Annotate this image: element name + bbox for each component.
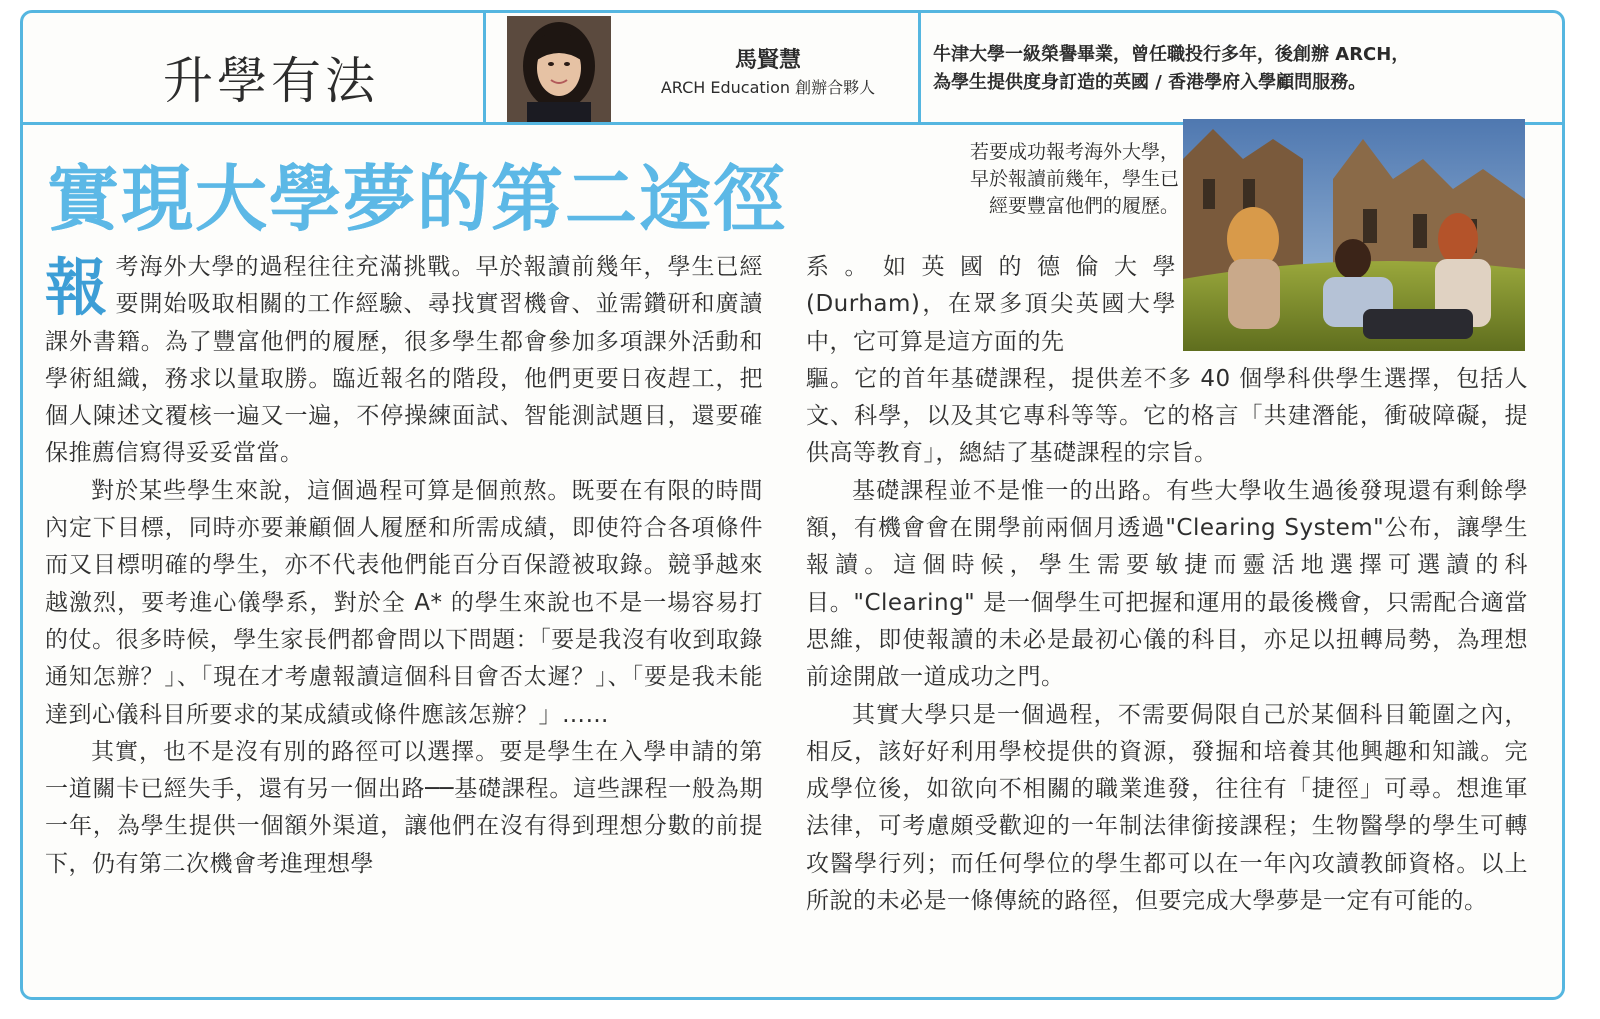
article-column-right xyxy=(806,249,1528,920)
header-divider xyxy=(918,13,921,122)
author-name: 馬賢慧 xyxy=(734,48,801,73)
column-header xyxy=(23,13,1562,125)
author-role: ARCH Education 創辦合夥人 xyxy=(660,78,876,97)
author-bio-line: 牛津大學一級榮譽畢業，曾任職投行多年，後創辦 ARCH， xyxy=(933,44,1410,65)
article-paragraph: 對於某些學生來說，這個過程可算是個煎熬。既要在有限的時間內定下目標，同時亦要兼顧個人履歷和所需成績，即使符合各項條件而又目標明確的學生，亦不代表他們能百分百保證被取錄。競爭越來越激烈，要考進心儀學系，對於全 A* 的學生來說也不是一場容易打的仗。很多時候，學生家長們都會問以下問題：「要是我沒有收到取錄通知怎辦？」、「現在才考慮報讀這個科目會否太遲？」、「要是我未能達到心儀科目所要求的某成績或條件應該怎辦？」…… xyxy=(45,477,763,728)
column-title: 升學有法 xyxy=(163,52,379,110)
article-paragraph: 考海外大學的過程往往充滿挑戰。早於報讀前幾年，學生已經要開始吸取相關的工作經驗、尋找實習機會、並需鑽研和廣讀課外書籍。為了豐富他們的履歷，很多學生都會參加多項課外活動和學術組織，務求以量取勝。臨近報名的階段，他們更要日夜趕工，把個人陳述文覆核一遍又一遍，不停操練面試、智能測試題目，還要確保推薦信寫得妥妥當當。 xyxy=(45,254,763,467)
caption-line: 經要豐富他們的履歷。 xyxy=(988,195,1179,217)
headline: 實現大學夢的第二途徑 xyxy=(47,157,788,241)
article-paragraph: 其實，也不是沒有別的路徑可以選擇。要是學生在入學申請的第一道關卡已經失手，還有另一個出路──基礎課程。這些課程一般為期一年，為學生提供一個額外渠道，讓他們在沒有得到理想分數的前提下，仍有第二次機會考進理想學 xyxy=(45,738,763,877)
photo-caption xyxy=(939,139,1179,220)
dropcap: 報 xyxy=(45,251,108,324)
author-bio xyxy=(933,41,1533,97)
caption-line: 若要成功報考海外大學， xyxy=(969,141,1179,163)
author-photo xyxy=(507,16,611,122)
article-column-left xyxy=(45,249,763,883)
article-paragraph: 驅。它的首年基礎課程，提供差不多 40 個學科供學生選擇，包括人文、科學，以及其它專科等等。它的格言「共建潛能，衝破障礙，提供高等教育」，總結了基礎課程的宗旨。 xyxy=(806,365,1528,467)
caption-line: 早於報讀前幾年，學生已 xyxy=(969,168,1179,190)
article-frame xyxy=(20,10,1565,1000)
article-paragraph: 基礎課程並不是惟一的出路。有些大學收生過後發現還有剩餘學額，有機會會在開學前兩個月透過"Clearing System"公布，讓學生報讀。這個時候，學生需要敏捷而靈活地選擇可選讀的科目。"Clearing" 是一個學生可把握和運用的最後機會，只需配合適當思維，即使報讀的未必是最初心儀的科目，亦足以扭轉局勢，為理想前途開啟一道成功之門。 xyxy=(806,477,1528,691)
article-paragraph: 系。如英國的德倫大學(Durham)，在眾多頂尖英國大學中，它可算是這方面的先 xyxy=(806,254,1176,355)
article-paragraph: 其實大學只是一個過程，不需要侷限自己於某個科目範圍之內，相反，該好好利用學校提供的資源，發掘和培養其他興趣和知識。完成學位後，如欲向不相關的職業進發，往往有「捷徑」可尋。想進軍法律，可考慮頗受歡迎的一年制法律銜接課程；生物醫學的學生可轉攻醫學行列；而任何學位的學生都可以在一年內攻讀教師資格。以上所說的未必是一條傳統的路徑，但要完成大學夢是一定有可能的。 xyxy=(806,701,1528,915)
author-bio-line: 為學生提供度身訂造的英國 / 香港學府入學顧問服務。 xyxy=(933,72,1367,93)
header-divider xyxy=(483,13,486,122)
